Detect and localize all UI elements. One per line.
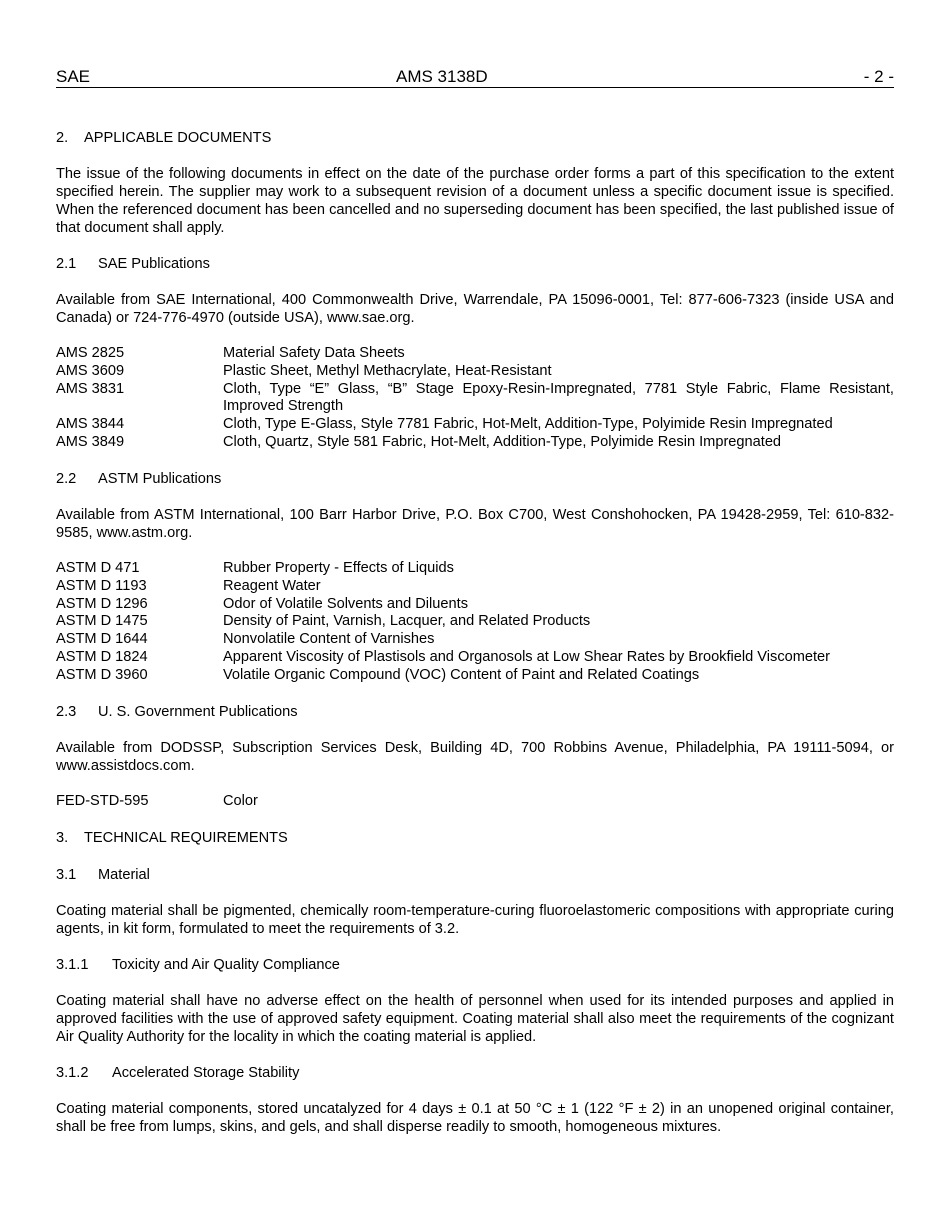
reference-title: Plastic Sheet, Methyl Methacrylate, Heat-Resistant <box>223 362 552 379</box>
section-number: 2.2 <box>56 471 77 487</box>
section-3-1-heading <box>56 866 894 884</box>
header-doc-number: AMS 3138D <box>396 67 488 86</box>
header-page-number: - 2 - <box>863 67 894 86</box>
section-title: SAE Publications <box>98 256 210 272</box>
section-title: TECHNICAL REQUIREMENTS <box>84 830 288 846</box>
reference-code: ASTM D 471 <box>56 560 140 576</box>
sae-reference-list <box>56 345 894 452</box>
reference-row <box>56 363 894 381</box>
reference-row <box>56 631 894 649</box>
reference-code: ASTM D 1193 <box>56 577 147 594</box>
astm-reference-list <box>56 560 894 685</box>
reference-title: Cloth, Type E-Glass, Style 7781 Fabric, Hot-Melt, Addition-Type, Polyimide Resin Impregnated <box>223 416 833 433</box>
section-3-1-1-heading <box>56 956 894 974</box>
reference-code: ASTM D 1296 <box>56 595 148 612</box>
astm-availability: Available from ASTM International, 100 Barr Harbor Drive, P.O. Box C700, West Conshohocken, PA 19428-2959, Tel: 610-832-9585, www.astm.org. <box>56 507 894 541</box>
section-2-intro: The issue of the following documents in effect on the date of the purchase order forms a part of this specification to the extent specified herein. The supplier may work to a subsequent revision of a document unless a specific document issue is specified. When the referenced document has been cancelled and no superseding document has been specified, the last published issue of that document shall apply. <box>56 166 894 236</box>
section-number: 2. <box>56 130 69 146</box>
reference-row <box>56 667 894 685</box>
reference-code: FED-STD-595 <box>56 793 149 809</box>
reference-row <box>56 578 894 596</box>
section-title: ASTM Publications <box>98 471 222 487</box>
reference-code: ASTM D 1475 <box>56 613 148 630</box>
government-availability: Available from DODSSP, Subscription Services Desk, Building 4D, 700 Robbins Avenue, Philadelphia, PA 19111-5094, or www.assistdocs.com. <box>56 740 894 774</box>
section-title: U. S. Government Publications <box>98 704 298 720</box>
reference-code: AMS 2825 <box>56 345 125 361</box>
reference-row <box>56 793 894 811</box>
reference-title: Apparent Viscosity of Plastisols and Organosols at Low Shear Rates by Brookfield Viscometer <box>223 648 831 665</box>
reference-title: Density of Paint, Varnish, Lacquer, and Related Products <box>223 613 591 630</box>
section-number: 2.1 <box>56 256 77 272</box>
reference-code: ASTM D 1644 <box>56 631 148 648</box>
reference-row <box>56 345 894 363</box>
section-2-2-heading <box>56 470 894 488</box>
reference-row <box>56 613 894 631</box>
reference-title: Nonvolatile Content of Varnishes <box>223 631 435 648</box>
section-3-1-text: Coating material shall be pigmented, chemically room-temperature-curing fluoroelastomeric compositions with appropriate curing agents, in kit form, formulated to meet the requirements of 3.2. <box>56 903 894 937</box>
section-number: 3.1.1 <box>56 957 89 973</box>
section-2-1-heading <box>56 255 894 273</box>
reference-title: Reagent Water <box>223 577 321 594</box>
reference-row <box>56 434 894 452</box>
section-number: 3.1 <box>56 867 77 883</box>
reference-title: Material Safety Data Sheets <box>223 345 405 361</box>
reference-title: Cloth, Type “E” Glass, “B” Stage Epoxy-Resin-Impregnated, 7781 Style Fabric, Flame Resistant, Improved Strength <box>223 380 894 415</box>
sae-availability: Available from SAE International, 400 Commonwealth Drive, Warrendale, PA 15096-0001, Tel: 877-606-7323 (inside USA and Canada) or 724-776-4970 (outside USA), www.sae.org. <box>56 292 894 326</box>
reference-row <box>56 381 894 417</box>
section-3-1-2-text: Coating material components, stored uncatalyzed for 4 days ± 0.1 at 50 °C ± 1 (122 °F ± 2) in an unopened original container, shall be free from lumps, skins, and gels, and shall disperse readily to smooth, homogeneous mixtures. <box>56 1101 894 1135</box>
reference-title: Color <box>223 793 258 809</box>
section-title: Toxicity and Air Quality Compliance <box>112 957 340 973</box>
section-2-3-heading <box>56 703 894 721</box>
section-title: APPLICABLE DOCUMENTS <box>84 130 272 146</box>
reference-code: AMS 3831 <box>56 380 125 397</box>
reference-code: AMS 3609 <box>56 362 125 379</box>
section-title: Accelerated Storage Stability <box>112 1065 300 1081</box>
reference-title: Odor of Volatile Solvents and Diluents <box>223 595 468 612</box>
section-title: Material <box>98 867 150 883</box>
reference-row <box>56 596 894 614</box>
reference-code: AMS 3844 <box>56 416 125 433</box>
section-2-heading <box>56 129 894 147</box>
section-number: 3.1.2 <box>56 1065 89 1081</box>
section-3-heading <box>56 829 894 847</box>
reference-code: ASTM D 1824 <box>56 648 148 665</box>
reference-title: Cloth, Quartz, Style 581 Fabric, Hot-Melt, Addition-Type, Polyimide Resin Impregnated <box>223 433 782 450</box>
reference-row <box>56 416 894 434</box>
reference-title: Volatile Organic Compound (VOC) Content of Paint and Related Coatings <box>223 666 700 683</box>
page-header <box>56 67 894 88</box>
government-reference-list <box>56 793 894 811</box>
reference-title: Rubber Property - Effects of Liquids <box>223 560 454 576</box>
section-number: 3. <box>56 830 69 846</box>
reference-code: AMS 3849 <box>56 433 125 450</box>
reference-code: ASTM D 3960 <box>56 666 148 683</box>
section-3-1-2-heading <box>56 1064 894 1082</box>
reference-row <box>56 560 894 578</box>
section-number: 2.3 <box>56 704 77 720</box>
header-org: SAE <box>56 67 91 86</box>
reference-row <box>56 649 894 667</box>
section-3-1-1-text: Coating material shall have no adverse effect on the health of personnel when used for its intended purposes and applied in approved facilities with the use of approved safety equipment. Coating material shall also meet the requirements of the cognizant Air Quality Authority for the locality in which the coating material is applied. <box>56 993 894 1045</box>
